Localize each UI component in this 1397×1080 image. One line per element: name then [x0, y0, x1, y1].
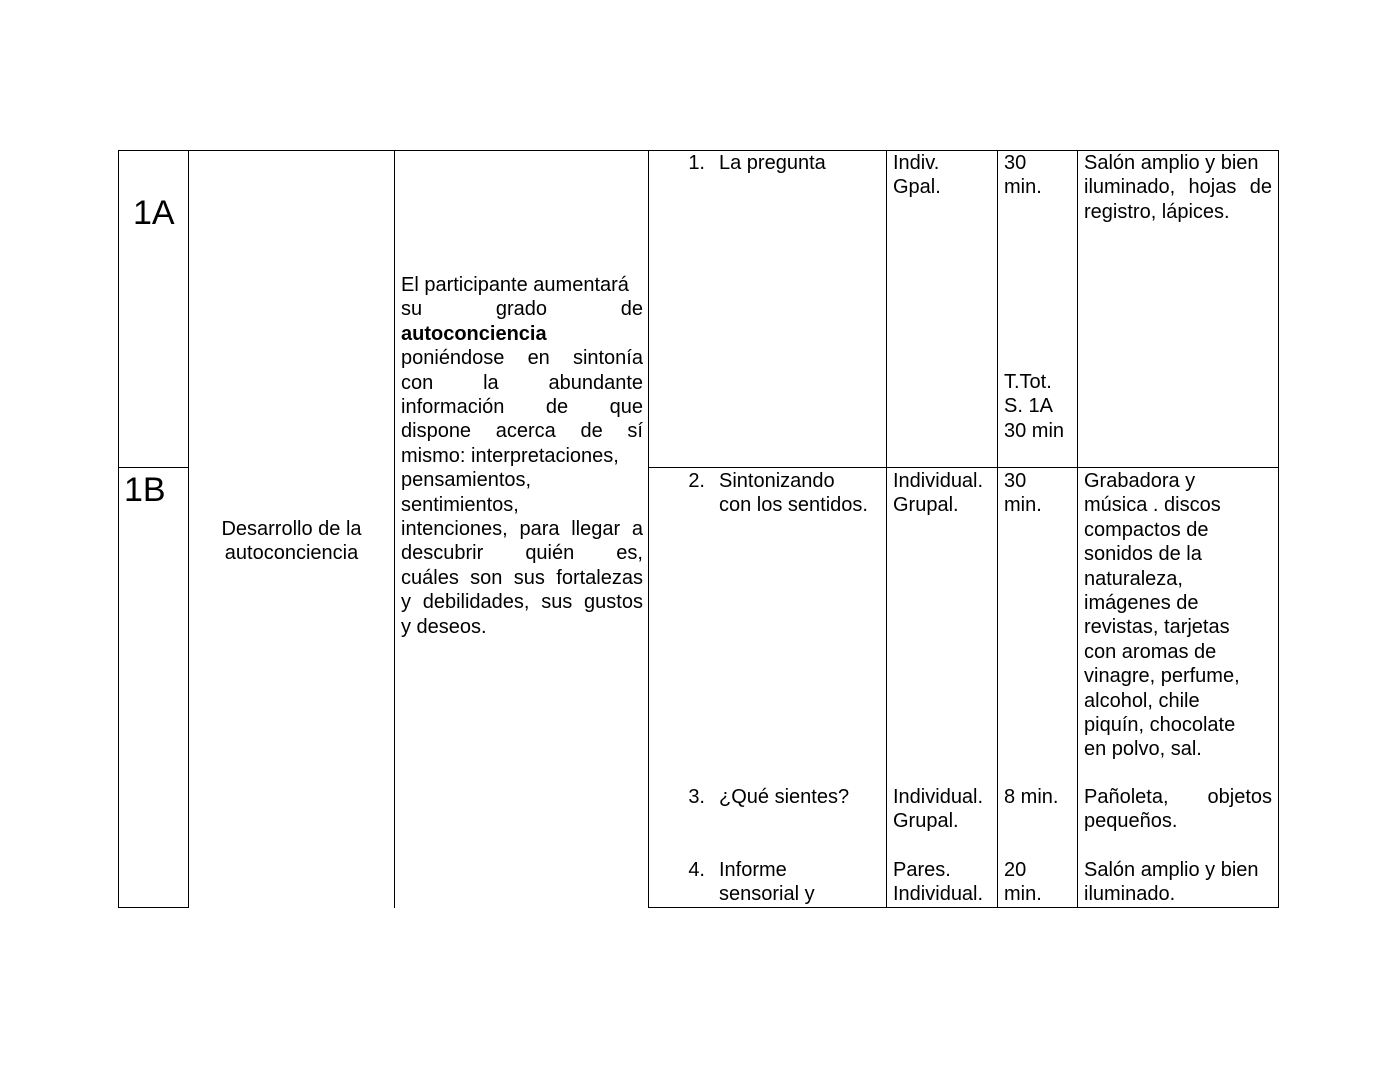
materials-word: Salón amplio y bien [1084, 152, 1259, 174]
objective-word: sentimientos, [401, 493, 519, 516]
materials-word: registro, lápices. [1084, 200, 1230, 223]
activity-materials [1084, 567, 1183, 591]
objective-word: a [631, 518, 643, 540]
objective-word: que [609, 396, 643, 418]
objective-word: El participante aumentará [401, 274, 629, 296]
activity-mode: Indiv. [893, 152, 940, 174]
column-divider [648, 150, 649, 908]
activity-time: 20 [1004, 859, 1027, 881]
activity-materials [1084, 518, 1209, 542]
activity-materials [1084, 689, 1200, 713]
activity-number: 2. [688, 470, 705, 492]
objective-line [401, 590, 643, 614]
theme-line: Desarrollo de la [221, 518, 362, 540]
objective-word: acerca [495, 420, 556, 443]
objective-word: abundante [548, 371, 643, 394]
activity-time: min. [1004, 176, 1042, 199]
total-time-line: T.Tot. [1004, 371, 1052, 393]
activity-mode: Grupal. [893, 810, 959, 833]
materials-word: iluminado, [1084, 176, 1176, 199]
objective-line [401, 395, 643, 419]
materials-word: en polvo, sal. [1084, 738, 1202, 761]
materials-word: pequeños. [1084, 810, 1178, 833]
objective-word: su [401, 298, 423, 321]
activity-materials [1084, 713, 1235, 737]
activity-number: 4. [688, 859, 705, 881]
activity-name: con los sentidos. [719, 494, 868, 517]
objective-word: de [620, 298, 643, 321]
activity-materials [1084, 175, 1272, 199]
activity-materials [1084, 591, 1199, 615]
activity-name: Informe [719, 859, 787, 881]
objective-word: fortalezas [556, 566, 643, 589]
objective-word: información [401, 396, 505, 418]
activity-name: Sintonizando [719, 470, 835, 492]
materials-word: imágenes de [1084, 592, 1199, 614]
objective-word: sus [541, 591, 573, 614]
objective-word: con [401, 371, 434, 394]
activity-materials [1084, 809, 1177, 833]
materials-word: objetos [1207, 786, 1272, 808]
materials-word: compactos de [1084, 518, 1209, 541]
materials-word: revistas, tarjetas [1084, 616, 1230, 639]
objective-word: sintonía [572, 347, 643, 370]
objective-line [401, 566, 643, 590]
activity-mode: Individual. [893, 786, 984, 808]
total-time-line: 30 min [1004, 419, 1065, 442]
materials-word: música . discos [1084, 494, 1221, 517]
activity-name: La pregunta [719, 152, 826, 174]
objective-word: gustos [584, 591, 643, 614]
materials-word: hojas [1188, 176, 1237, 199]
theme-line: autoconciencia [224, 542, 359, 565]
activity-time: min. [1004, 883, 1042, 906]
activity-number: 1. [688, 152, 705, 174]
objective-word: son [470, 566, 503, 589]
objective-line [401, 541, 643, 565]
objective-word: en [527, 347, 550, 370]
activity-time: min. [1004, 494, 1042, 517]
objective-line [401, 297, 643, 321]
objective-word: poniéndose [401, 347, 505, 370]
activity-materials [1084, 542, 1202, 566]
materials-word: alcohol, chile [1084, 689, 1200, 712]
materials-word: de [1249, 176, 1272, 199]
activity-mode: Individual. [893, 470, 984, 492]
objective-word: la [483, 371, 499, 394]
activity-materials [1084, 664, 1240, 688]
materials-word: piquín, chocolate [1084, 714, 1236, 736]
table-border-right [1278, 150, 1279, 908]
objective-word: llegar [571, 518, 621, 540]
objective-line [401, 517, 643, 541]
table-border-left [118, 150, 119, 908]
objective-line [401, 322, 547, 346]
activity-mode: Pares. [893, 859, 951, 881]
objective-line [401, 371, 643, 395]
objective-word: de [580, 420, 603, 443]
activity-materials [1084, 737, 1202, 761]
objective-line [401, 444, 619, 468]
session-label: 1B [124, 471, 166, 509]
column-divider [1077, 150, 1078, 908]
objective-word: pensamientos, [401, 469, 532, 492]
total-time [1004, 370, 1064, 443]
objective-word: cuáles [401, 566, 459, 589]
total-time-line: S. 1A [1004, 395, 1053, 418]
materials-word: vinagre, perfume, [1084, 665, 1240, 688]
activity-materials [1084, 640, 1216, 664]
materials-word: sonidos de la [1084, 543, 1202, 566]
row-divider [648, 467, 1279, 468]
activity-materials [1084, 858, 1259, 882]
activity-materials [1084, 151, 1259, 175]
materials-word: Pañoleta, [1084, 786, 1169, 808]
activity-name: ¿Qué sientes? [719, 786, 850, 808]
objective-word: sí [627, 420, 643, 443]
materials-word: Salón amplio y bien [1084, 859, 1259, 881]
objective-word: dispone [401, 420, 472, 443]
theme-cell [190, 517, 393, 566]
activity-materials [1084, 493, 1221, 517]
activity-mode: Grupal. [893, 494, 959, 517]
objective-word: sus [513, 566, 545, 589]
objective-word: mismo: interpretaciones, [401, 444, 619, 467]
materials-word: con aromas de [1084, 640, 1217, 663]
objective-line [401, 273, 629, 297]
objective-word: de [545, 396, 569, 418]
objective-line [401, 346, 643, 370]
activity-time: 8 min. [1004, 786, 1059, 808]
objective-word: para [519, 518, 560, 540]
objective-word: y deseos. [401, 615, 487, 638]
materials-word: naturaleza, [1084, 567, 1183, 590]
table-border-bottom [118, 907, 189, 908]
activity-materials [1084, 469, 1195, 493]
objective-word: descubrir [401, 542, 484, 565]
activity-materials [1084, 200, 1230, 224]
table-border-bottom [648, 907, 1279, 908]
activity-name: sensorial y [719, 883, 815, 906]
objective-word: es, [616, 542, 643, 565]
objective-line [401, 493, 519, 517]
activity-materials [1084, 785, 1272, 809]
column-divider [997, 150, 998, 908]
objective-word: y [401, 591, 411, 614]
objective-word: intenciones, [401, 518, 508, 540]
column-divider [188, 150, 189, 908]
objective-line [401, 615, 487, 639]
materials-word: iluminado. [1084, 883, 1176, 906]
objective-line [401, 419, 643, 443]
session-label: 1A [133, 194, 175, 232]
activity-time: 30 [1004, 470, 1027, 492]
objective-word: autoconciencia [401, 322, 547, 345]
activity-number: 3. [688, 786, 705, 808]
activity-materials [1084, 882, 1175, 906]
activity-time: 30 [1004, 152, 1027, 174]
activity-mode: Individual. [893, 883, 984, 906]
objective-word: debilidades, [422, 591, 530, 614]
activity-mode: Gpal. [893, 176, 941, 199]
objective-line [401, 468, 531, 492]
activity-materials [1084, 615, 1230, 639]
objective-word: quién [525, 542, 575, 565]
column-divider [886, 150, 887, 908]
objective-word: grado [495, 298, 548, 321]
materials-word: Grabadora y [1084, 470, 1196, 492]
row-divider [118, 467, 189, 468]
column-divider [394, 150, 395, 908]
